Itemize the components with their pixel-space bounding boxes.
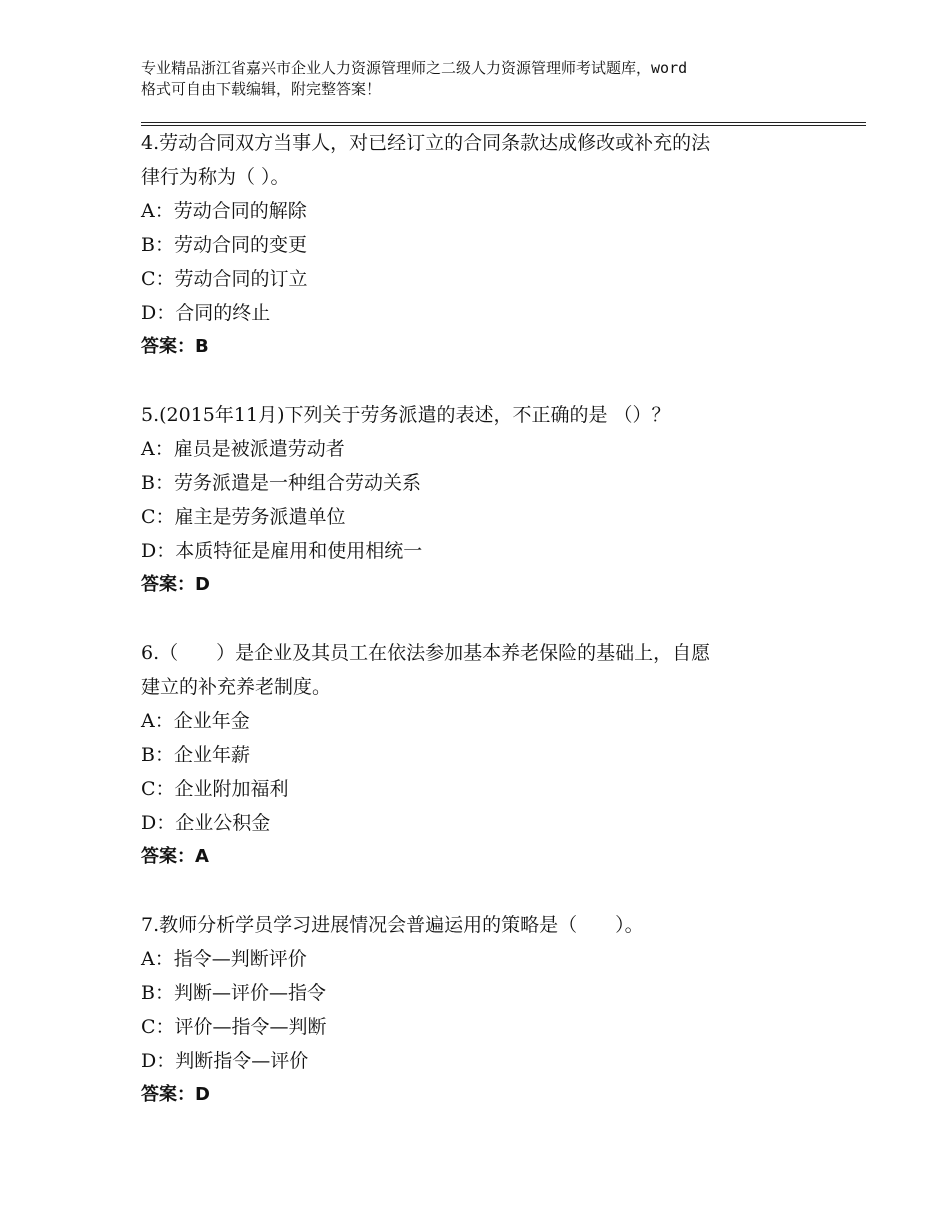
question-stem: 7.教师分析学员学习进展情况会普遍运用的策略是（ ）。 (141, 914, 644, 936)
option-d: D：合同的终止 (141, 302, 271, 324)
option-c: C：评价—指令—判断 (141, 1016, 327, 1038)
option-a: A：指令—判断评价 (141, 948, 307, 970)
header-line-2: 格式可自由下载编辑，附完整答案！ (141, 80, 382, 98)
option-c: C：劳动合同的订立 (141, 268, 308, 290)
question-stem: 5.(2015年11月)下列关于劳务派遣的表述，不正确的是 （）？ (141, 404, 671, 426)
question-7 (141, 908, 841, 1112)
option-b: B：判断—评价—指令 (141, 982, 326, 1004)
question-stem: 建立的补充养老制度。 (141, 676, 332, 698)
option-a: A：劳动合同的解除 (141, 200, 307, 222)
option-b: B：劳务派遣是一种组合劳动关系 (141, 472, 421, 494)
question-list (141, 126, 841, 1112)
question-stem: 6.（ ）是企业及其员工在依法参加基本养老保险的基础上，自愿 (141, 642, 711, 664)
answer: 答案：B (141, 336, 209, 357)
question-stem: 律行为称为（ ）。 (141, 166, 290, 188)
option-c: C：企业附加福利 (141, 778, 289, 800)
option-b: B：企业年薪 (141, 744, 250, 766)
question-6 (141, 636, 841, 874)
option-a: A：企业年金 (141, 710, 250, 732)
answer: 答案：D (141, 574, 210, 595)
option-d: D：本质特征是雇用和使用相统一 (141, 540, 423, 562)
option-d: D：企业公积金 (141, 812, 271, 834)
header-line-1: 专业精品浙江省嘉兴市企业人力资源管理师之二级人力资源管理师考试题库，word (141, 59, 688, 77)
answer: 答案：D (141, 1084, 210, 1105)
header-rule-top (141, 122, 866, 123)
question-4 (141, 126, 841, 364)
question-stem: 4.劳动合同双方当事人，对已经订立的合同条款达成修改或补充的法 (141, 132, 711, 154)
option-b: B：劳动合同的变更 (141, 234, 307, 256)
option-d: D：判断指令—评价 (141, 1050, 309, 1072)
option-a: A：雇员是被派遣劳动者 (141, 438, 345, 460)
question-5 (141, 398, 841, 602)
document-header (141, 58, 841, 100)
answer: 答案：A (141, 846, 209, 867)
option-c: C：雇主是劳务派遣单位 (141, 506, 346, 528)
